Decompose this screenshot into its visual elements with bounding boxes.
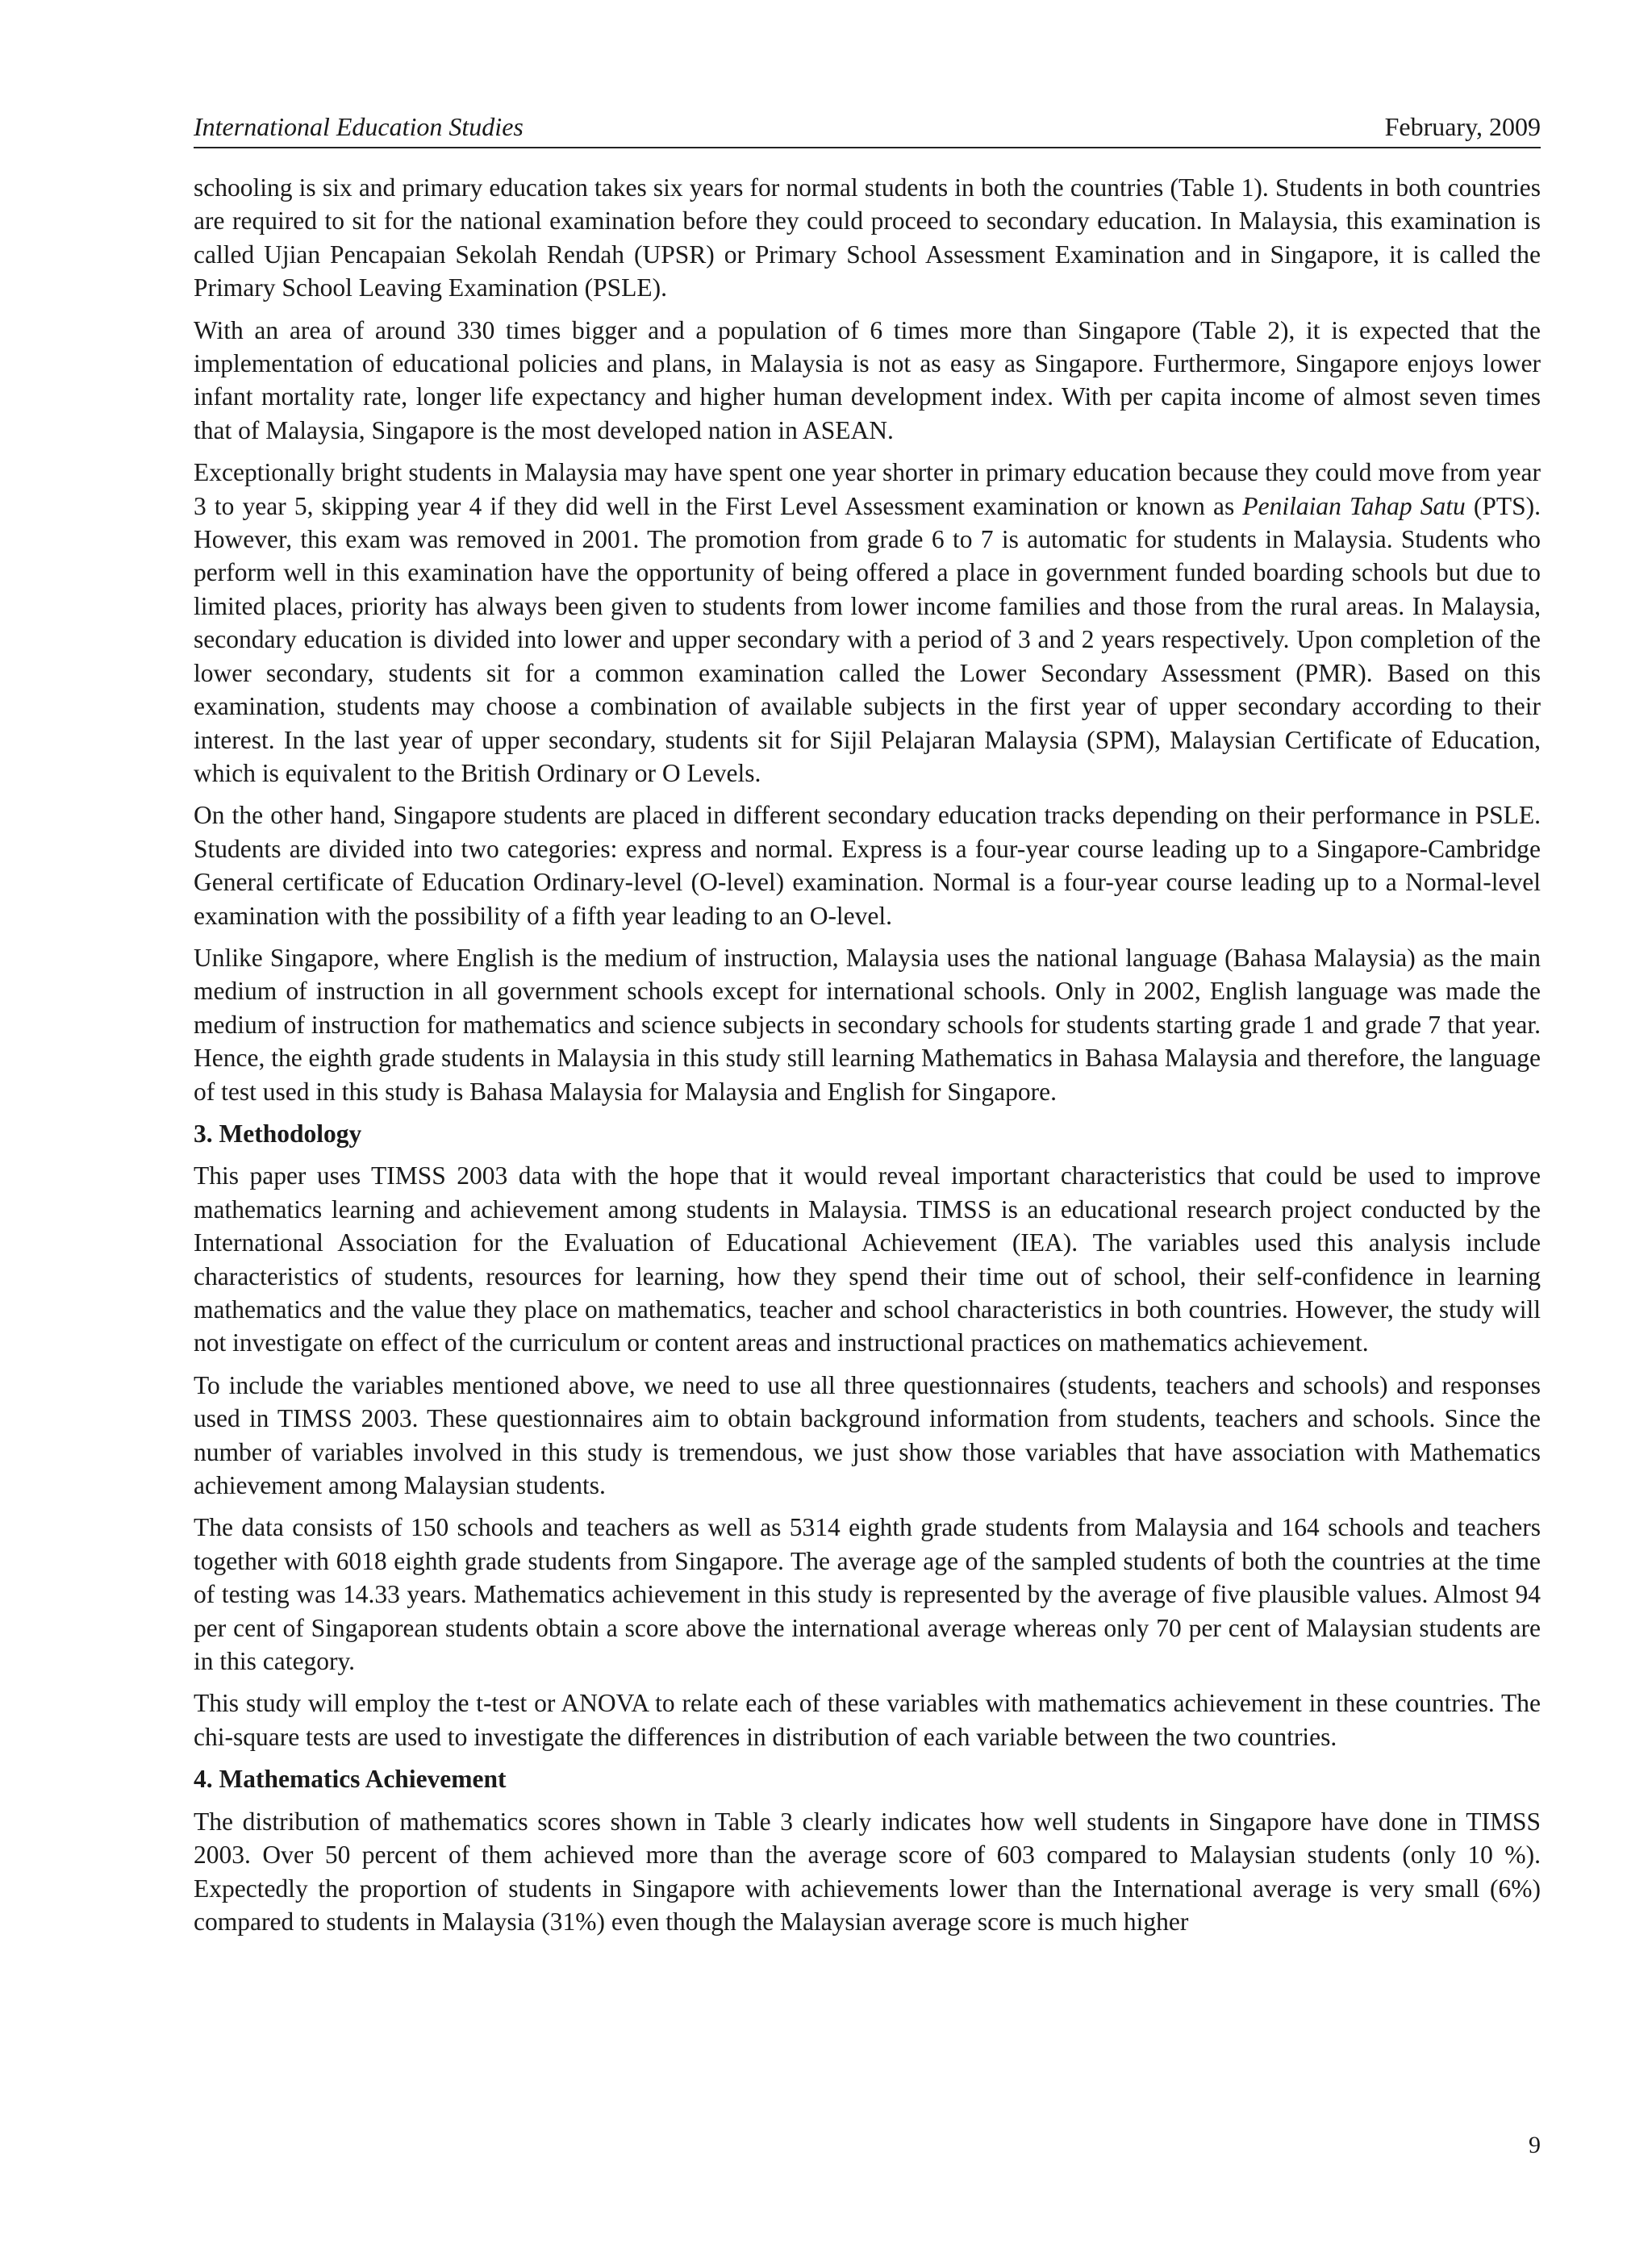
document-page: [194, 0, 1541, 2243]
paragraph-statistical-tests: This study will employ the t-test or ANOVA to relate each of these variables with mathematics achievement in these countries. The chi-square tests are used to investigate the differences in distribution of each variable between the two countries.: [194, 1689, 1541, 1751]
body-text: [194, 171, 1541, 1947]
paragraph-sample: The data consists of 150 schools and teachers as well as 5314 eighth grade students from Malaysia and 164 schools and teachers together with 6018 eighth grade students from Singapore. The average age of the sampled students of both the countries at the time of testing was 14.33 years. Mathematics achievement in this study is represented by the average of five plausible values. Almost 94 per cent of Singaporean students obtain a score above the international average whereas only 70 per cent of Malaysian students are in this category.: [194, 1513, 1541, 1676]
paragraph-schooling: schooling is six and primary education takes six years for normal students in both the countries (Table 1). Students in both countries are required to sit for the national examination before they could proceed to secondary education. In Malaysia, this examination is called Ujian Pencapaian Sekolah Rendah (UPSR) or Primary School Assessment Examination and in Singapore, it is called the Primary School Leaving Examination (PSLE).: [194, 173, 1541, 302]
paragraph-medium-of-instruction: Unlike Singapore, where English is the medium of instruction, Malaysia uses the national language (Bahasa Malaysia) as the main medium of instruction in all government schools except for international schools. Only in 2002, English language was made the medium of instruction for mathematics and science subjects in secondary schools for students starting grade 1 and grade 7 that year. Hence, the eighth grade students in Malaysia in this study still learning Mathematics in Bahasa Malaysia and therefore, the language of test used in this study is Bahasa Malaysia for Malaysia and English for Singapore.: [194, 943, 1541, 1106]
pts-term: Penilaian Tahap Satu: [1242, 491, 1466, 520]
paragraph-bright-students-end: (PTS). However, this exam was removed in 2001. The promotion from grade 6 to 7 is automatic for students in Malaysia. Students who perform well in this examination have the opportunity of being offered a place in government funded boarding schools but due to limited places, priority has always been given to students from lower income families and those from the rural areas. In Malaysia, secondary education is divided into lower and upper secondary with a period of 3 and 2 years respectively. Upon completion of the lower secondary, students sit for a common examination called the Lower Secondary Assessment (PMR). Based on this examination, students may choose a combination of available subjects in the first year of upper secondary according to their interest. In the last year of upper secondary, students sit for Sijil Pelajaran Malaysia (SPM), Malaysian Certificate of Education, which is equivalent to the British Ordinary or O Levels.: [194, 491, 1541, 787]
paragraph-bright-students: [194, 456, 1541, 790]
issue-date: February, 2009: [1384, 112, 1541, 141]
paragraph-timss-data: This paper uses TIMSS 2003 data with the hope that it would reveal important characteristics that could be used to improve mathematics learning and achievement among students in Malaysia. TIMSS is an educational research project conducted by the International Association for the Evaluation of Educational Achievement (IEA). The variables used this analysis include characteristics of students, resources for learning, how they spend their time out of school, their self-confidence in learning mathematics and the value they place on mathematics, teacher and school characteristics in both countries. However, the study will not investigate on effect of the curriculum or content areas and instructional practices on mathematics achievement.: [194, 1161, 1541, 1357]
paragraph-questionnaires: To include the variables mentioned above, we need to use all three questionnaires (students, teachers and schools) and responses used in TIMSS 2003. These questionnaires aim to obtain background information from students, teachers and schools. Since the number of variables involved in this study is tremendous, we just show those variables that have association with Mathematics achievement among Malaysian students.: [194, 1370, 1541, 1500]
page-number: 9: [1529, 2132, 1541, 2158]
journal-title: International Education Studies: [194, 112, 524, 141]
paragraph-score-distribution: The distribution of mathematics scores shown in Table 3 clearly indicates how well students in Singapore have done in TIMSS 2003. Over 50 percent of them achieved more than the average score of 603 compared to Malaysian students (only 10 %). Expectedly the proportion of students in Singapore with achievements lower than the International average is very small (6%) compared to students in Malaysia (31%) even though the Malaysian average score is much higher: [194, 1807, 1541, 1936]
section-heading-math-achievement: 4. Mathematics Achievement: [194, 1765, 507, 1794]
section-heading-methodology: 3. Methodology: [194, 1119, 362, 1148]
paragraph-bright-students-start: Exceptionally bright students in Malaysia may have spent one year shorter in primary education because they could move from year 3 to year 5, skipping year 4 if they did well in the First Level Assessment examination or known as: [194, 458, 1541, 520]
paragraph-area-population: With an area of around 330 times bigger and a population of 6 times more than Singapore (Table 2), it is expected that the implementation of educational policies and plans, in Malaysia is not as easy as Singapore. Furthermore, Singapore enjoys lower infant mortality rate, longer life expectancy and higher human development index. With per capita income of almost seven times that of Malaysia, Singapore is the most developed nation in ASEAN.: [194, 315, 1541, 444]
running-header: [194, 108, 1541, 148]
paragraph-singapore-tracks: On the other hand, Singapore students are placed in different secondary education tracks depending on their performance in PSLE. Students are divided into two categories: express and normal. Express is a four-year course leading up to a Singapore-Cambridge General certificate of Education Ordinary-level (O-level) examination. Normal is a four-year course leading up to a Normal-level examination with the possibility of a fifth year leading to an O-level.: [194, 801, 1541, 930]
